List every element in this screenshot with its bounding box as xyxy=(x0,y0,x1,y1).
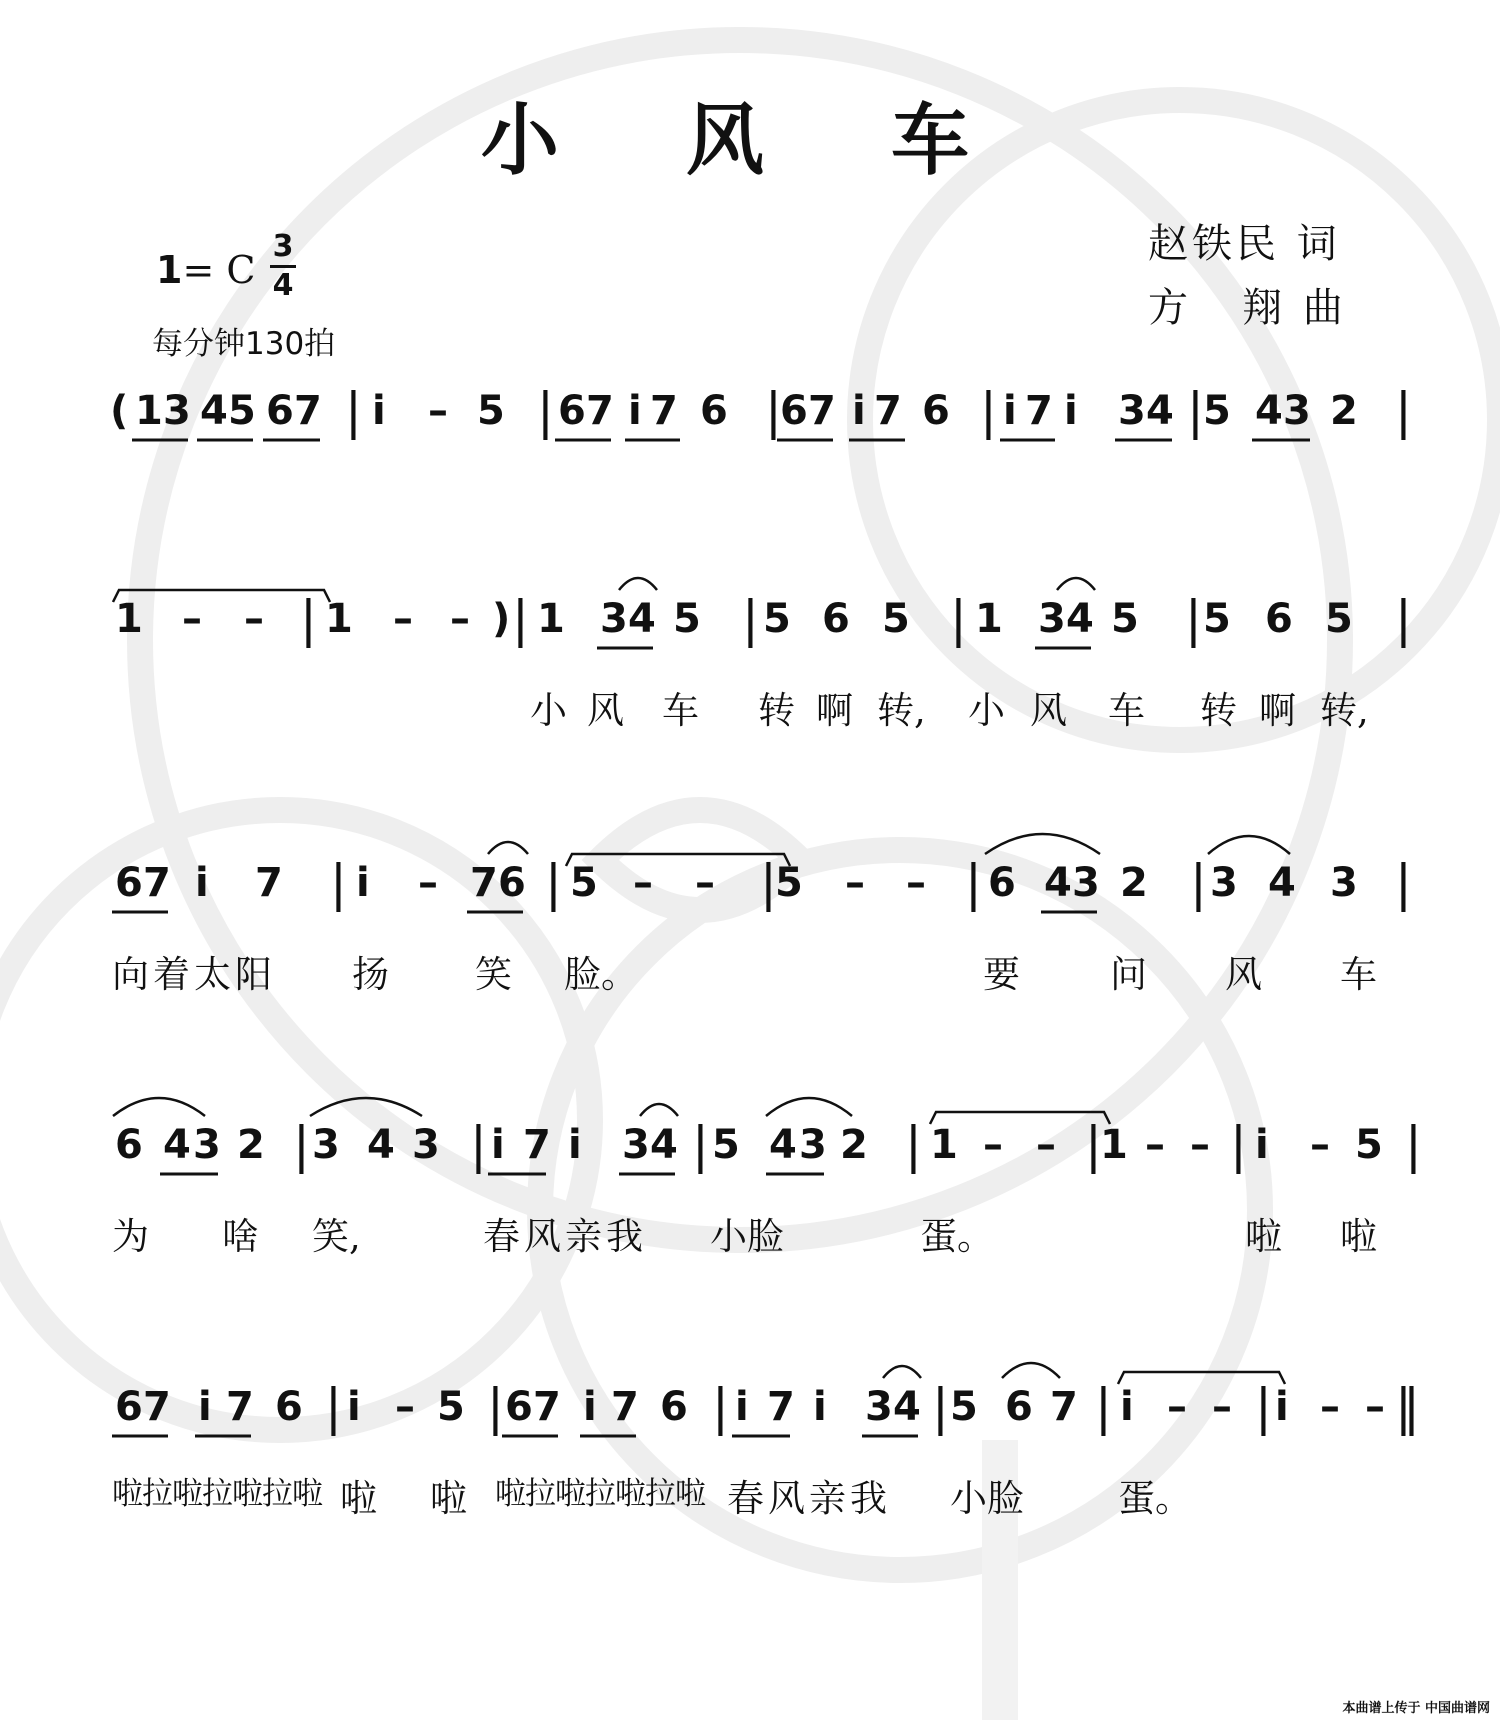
barline: | xyxy=(980,382,997,440)
lyric: 转 xyxy=(1200,689,1237,732)
key-tonic: 1 xyxy=(156,248,183,292)
dash-extension: – xyxy=(418,860,438,906)
note: 1 xyxy=(975,596,1003,642)
note: 5 xyxy=(1355,1122,1383,1168)
note: 3 xyxy=(1072,860,1100,906)
tie xyxy=(1118,1372,1285,1384)
note: 4 xyxy=(628,596,656,642)
note: 3 xyxy=(193,1122,221,1168)
dash-extension: – xyxy=(906,860,926,906)
note: 3 xyxy=(1330,860,1358,906)
note: 1 xyxy=(135,388,163,434)
lyric: 小 xyxy=(530,689,567,732)
note: 7 xyxy=(586,388,614,434)
composer-credit: 方 翔 曲 xyxy=(1148,285,1347,331)
note: 7 xyxy=(874,388,902,434)
slur xyxy=(1208,836,1290,854)
note: 6 xyxy=(922,388,950,434)
lyric: 啥 xyxy=(222,1215,259,1258)
dash-extension: – xyxy=(983,1122,1003,1168)
dash-extension: – xyxy=(633,860,653,906)
note: 3 xyxy=(600,596,628,642)
lyric: 转, xyxy=(877,689,926,732)
barline: | xyxy=(1095,1378,1112,1436)
note: i xyxy=(813,1384,827,1430)
lyricist-credit: 赵铁民 词 xyxy=(1148,221,1341,267)
slur xyxy=(310,1098,422,1116)
lyric: 啊 xyxy=(1259,689,1296,732)
note: 2 xyxy=(1330,388,1358,434)
note: 4 xyxy=(1044,860,1072,906)
note: 5 xyxy=(570,860,598,906)
note: 6 xyxy=(115,860,143,906)
note: i xyxy=(1064,388,1078,434)
barline: | xyxy=(712,1378,729,1436)
tie xyxy=(930,1112,1110,1124)
lyric: 笑, xyxy=(312,1215,361,1258)
key-label: = C xyxy=(182,248,256,292)
note: 5 xyxy=(437,1384,465,1430)
dash-extension: – xyxy=(1167,1384,1187,1430)
note: 2 xyxy=(237,1122,265,1168)
note: 3 xyxy=(412,1122,440,1168)
note: 7 xyxy=(523,1122,551,1168)
note: 5 xyxy=(882,596,910,642)
lyric: 风 xyxy=(1030,689,1067,732)
note: 7 xyxy=(650,388,678,434)
barline: | xyxy=(1395,590,1412,648)
note: 6 xyxy=(115,1384,143,1430)
dash-extension: – xyxy=(182,596,202,642)
barline: | xyxy=(545,854,562,912)
barline: | xyxy=(1085,1116,1102,1174)
time-denominator: 4 xyxy=(272,268,294,303)
lyric: 为 xyxy=(112,1215,149,1258)
upload-footer: 本曲谱上传于 中国曲谱网 xyxy=(1342,1701,1490,1716)
note: 7 xyxy=(1050,1384,1078,1430)
note: 5 xyxy=(950,1384,978,1430)
note: 3 xyxy=(865,1384,893,1430)
note: 4 xyxy=(769,1122,797,1168)
slur xyxy=(640,1104,678,1116)
barline: | xyxy=(905,1116,922,1174)
slur xyxy=(1002,1363,1060,1378)
barline: | xyxy=(330,854,347,912)
note: 1 xyxy=(1100,1122,1128,1168)
dash-extension: – xyxy=(244,596,264,642)
note: 7 xyxy=(808,388,836,434)
note: 6 xyxy=(115,1122,143,1168)
note: 6 xyxy=(660,1384,688,1430)
note: 4 xyxy=(1255,388,1283,434)
note: i xyxy=(583,1384,597,1430)
note: 5 xyxy=(1111,596,1139,642)
note: 7 xyxy=(611,1384,639,1430)
note: 3 xyxy=(1283,388,1311,434)
note: i xyxy=(568,1122,582,1168)
note: 3 xyxy=(163,388,191,434)
note: i xyxy=(852,388,866,434)
slur xyxy=(619,578,657,590)
repeat-paren: ( xyxy=(110,388,129,434)
note: 5 xyxy=(477,388,505,434)
barline: | xyxy=(512,590,529,648)
lyric: 小脸 xyxy=(950,1477,1024,1520)
dash-extension: – xyxy=(1036,1122,1056,1168)
lyric: 风 xyxy=(587,689,624,732)
dash-extension: – xyxy=(845,860,865,906)
note: i xyxy=(198,1384,212,1430)
note: 1 xyxy=(930,1122,958,1168)
note: 1 xyxy=(537,596,565,642)
barline: | xyxy=(1395,382,1412,440)
dash-extension: – xyxy=(428,388,448,434)
barline: | xyxy=(692,1116,709,1174)
note: 6 xyxy=(1265,596,1293,642)
barline: | xyxy=(293,1116,310,1174)
note: 4 xyxy=(163,1122,191,1168)
dash-extension: – xyxy=(695,860,715,906)
barline: | xyxy=(1185,590,1202,648)
lyric: 啦 xyxy=(1245,1215,1282,1258)
lyric: 春风亲我 xyxy=(727,1477,891,1520)
note: 2 xyxy=(1120,860,1148,906)
note: 6 xyxy=(988,860,1016,906)
note: 1 xyxy=(325,596,353,642)
note: 4 xyxy=(1066,596,1094,642)
lyric: 转, xyxy=(1320,689,1369,732)
final-barline: ‖ xyxy=(1395,1378,1420,1436)
barline: | xyxy=(1187,382,1204,440)
note: 7 xyxy=(533,1384,561,1430)
note: 6 xyxy=(1005,1384,1033,1430)
note: 4 xyxy=(1146,388,1174,434)
slur xyxy=(488,842,528,854)
lyric: 小脸 xyxy=(710,1215,784,1258)
note: i xyxy=(735,1384,749,1430)
lyric: 啦 xyxy=(340,1477,377,1520)
lyric: 车 xyxy=(662,689,699,732)
lyric: 向着太阳 xyxy=(112,953,276,996)
lyric: 啊 xyxy=(816,689,853,732)
note: i xyxy=(1003,388,1017,434)
note: 3 xyxy=(312,1122,340,1168)
slur xyxy=(766,1098,852,1116)
note: 7 xyxy=(1025,388,1053,434)
note: 3 xyxy=(799,1122,827,1168)
barline: | xyxy=(345,382,362,440)
note: 7 xyxy=(470,860,498,906)
barline: | xyxy=(765,382,782,440)
note: 5 xyxy=(1203,388,1231,434)
note: 6 xyxy=(700,388,728,434)
lyric: 啦拉啦拉啦拉啦 xyxy=(495,1476,705,1512)
lyric: 笑 xyxy=(475,953,512,996)
lyric: 啦 xyxy=(1340,1215,1377,1258)
lyric: 啦 xyxy=(430,1477,467,1520)
note: 3 xyxy=(1038,596,1066,642)
note: 7 xyxy=(255,860,283,906)
note: i xyxy=(628,388,642,434)
note: i xyxy=(347,1384,361,1430)
lyric: 脸。 xyxy=(564,953,638,996)
tie xyxy=(113,590,330,602)
note: 3 xyxy=(1210,860,1238,906)
barline: | xyxy=(760,854,777,912)
dash-extension: – xyxy=(1212,1384,1232,1430)
note: 5 xyxy=(1325,596,1353,642)
barline: | xyxy=(1255,1378,1272,1436)
tie xyxy=(566,854,790,866)
note: 5 xyxy=(775,860,803,906)
lyric: 蛋。 xyxy=(920,1215,994,1258)
lyric: 小 xyxy=(968,689,1005,732)
barline: | xyxy=(932,1378,949,1436)
lyric: 春风亲我 xyxy=(483,1215,647,1258)
lyric: 扬 xyxy=(352,953,389,996)
note: 4 xyxy=(1268,860,1296,906)
note: i xyxy=(1120,1384,1134,1430)
slur xyxy=(985,834,1100,854)
repeat-paren: ) xyxy=(492,596,511,642)
note: 7 xyxy=(226,1384,254,1430)
note: 5 xyxy=(1203,596,1231,642)
note: 6 xyxy=(780,388,808,434)
note: 5 xyxy=(763,596,791,642)
note: 4 xyxy=(367,1122,395,1168)
time-numerator: 3 xyxy=(272,229,294,264)
note: 4 xyxy=(200,388,228,434)
note: 4 xyxy=(650,1122,678,1168)
note: 7 xyxy=(143,1384,171,1430)
slur xyxy=(113,1098,205,1116)
song-title: 小 风 车 xyxy=(480,95,1020,186)
dash-extension: – xyxy=(1190,1122,1210,1168)
barline: | xyxy=(950,590,967,648)
note: 2 xyxy=(840,1122,868,1168)
slur xyxy=(883,1366,921,1378)
dash-extension: – xyxy=(450,596,470,642)
note: 6 xyxy=(498,860,526,906)
tempo-marking: 每分钟130拍 xyxy=(152,326,336,362)
dash-extension: – xyxy=(1365,1384,1385,1430)
barline: | xyxy=(325,1378,342,1436)
note: 7 xyxy=(143,860,171,906)
barline: | xyxy=(470,1116,487,1174)
barline: | xyxy=(1395,854,1412,912)
note: 3 xyxy=(1118,388,1146,434)
barline: | xyxy=(300,590,317,648)
dash-extension: – xyxy=(1145,1122,1165,1168)
note: i xyxy=(1275,1384,1289,1430)
note: 4 xyxy=(893,1384,921,1430)
note: 5 xyxy=(673,596,701,642)
note: 5 xyxy=(228,388,256,434)
barline: | xyxy=(965,854,982,912)
lyric: 蛋。 xyxy=(1118,1477,1192,1520)
lyric: 风 xyxy=(1225,953,1262,996)
note: 6 xyxy=(558,388,586,434)
note: i xyxy=(491,1122,505,1168)
dash-extension: – xyxy=(1310,1122,1330,1168)
note: i xyxy=(356,860,370,906)
lyric: 啦拉啦拉啦拉啦 xyxy=(112,1476,322,1512)
note: 6 xyxy=(822,596,850,642)
lyric: 问 xyxy=(1110,953,1147,996)
barline: | xyxy=(537,382,554,440)
lyric: 转 xyxy=(758,689,795,732)
note: 7 xyxy=(767,1384,795,1430)
dash-extension: – xyxy=(395,1384,415,1430)
dash-extension: – xyxy=(393,596,413,642)
barline: | xyxy=(1230,1116,1247,1174)
barline: | xyxy=(487,1378,504,1436)
lyric: 要 xyxy=(983,953,1020,996)
note: 6 xyxy=(266,388,294,434)
barline: | xyxy=(742,590,759,648)
note: i xyxy=(1255,1122,1269,1168)
note: 6 xyxy=(505,1384,533,1430)
dash-extension: – xyxy=(1320,1384,1340,1430)
barline: | xyxy=(1405,1116,1422,1174)
note: 5 xyxy=(712,1122,740,1168)
note: 6 xyxy=(275,1384,303,1430)
slur xyxy=(1057,578,1095,590)
note: 1 xyxy=(115,596,143,642)
note: i xyxy=(372,388,386,434)
note: i xyxy=(195,860,209,906)
lyric: 车 xyxy=(1340,953,1377,996)
note: 7 xyxy=(294,388,322,434)
lyric: 车 xyxy=(1108,689,1145,732)
note: 3 xyxy=(622,1122,650,1168)
barline: | xyxy=(1190,854,1207,912)
